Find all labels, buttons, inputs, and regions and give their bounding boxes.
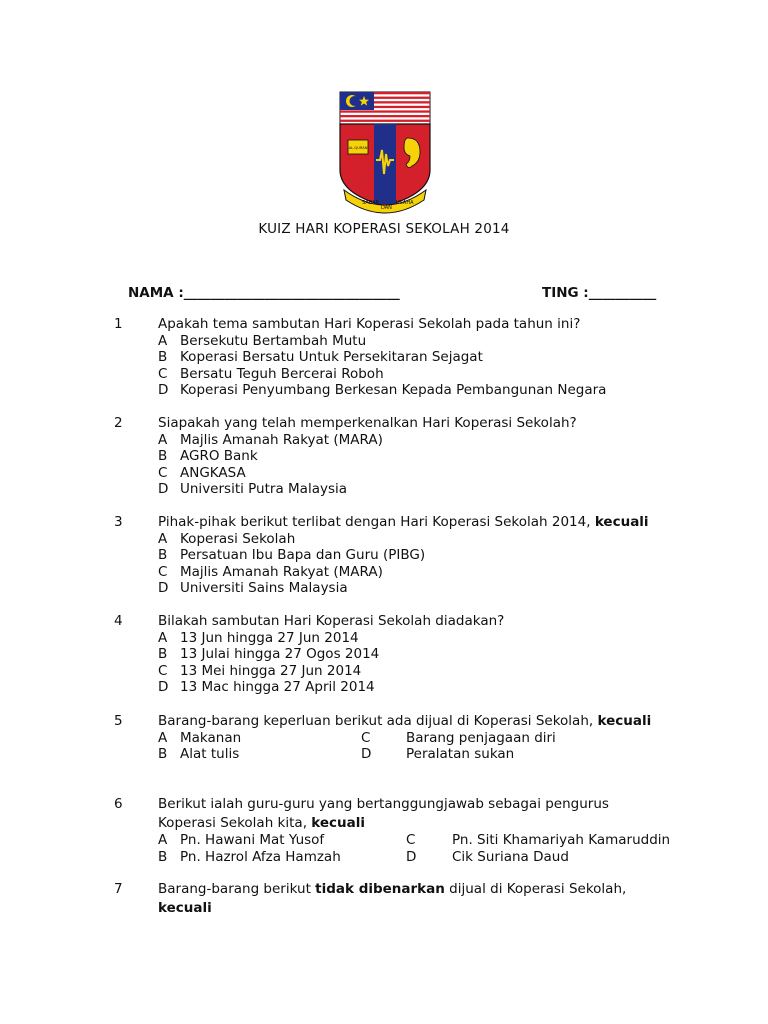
option-b: B xyxy=(158,349,168,365)
question-text: Apakah tema sambutan Hari Koperasi Sekolah pada tahun ini? xyxy=(158,316,581,332)
student-info-row xyxy=(128,285,676,303)
option-c-text: ANGKASA xyxy=(180,465,246,481)
svg-text:SABAR: SABAR xyxy=(362,200,380,206)
option-b: B xyxy=(158,746,168,762)
option-d: D xyxy=(158,580,169,596)
option-c: C xyxy=(158,564,168,580)
option-d: D xyxy=(406,849,417,865)
question-text-line2: Koperasi Sekolah kita, kecuali xyxy=(158,815,366,831)
kecuali-bold: kecuali xyxy=(158,900,212,916)
option-a: A xyxy=(158,432,168,448)
svg-text:AL-QURAN: AL-QURAN xyxy=(348,146,368,150)
option-a: A xyxy=(158,531,168,547)
crest-shield xyxy=(340,124,430,206)
svg-text:USAHA: USAHA xyxy=(396,200,414,206)
question-text: Berikut ialah guru-guru yang bertanggungjawab sebagai pengurus xyxy=(158,796,609,812)
option-b-text: Persatuan Ibu Bapa dan Guru (PIBG) xyxy=(180,547,426,563)
question-text: Siapakah yang telah memperkenalkan Hari Koperasi Sekolah? xyxy=(158,415,577,431)
question-text-line2 xyxy=(158,900,212,916)
option-a: A xyxy=(158,630,168,646)
option-b: B xyxy=(158,448,168,464)
option-b: B xyxy=(158,646,168,662)
option-c: C xyxy=(361,730,371,746)
option-c-text: Pn. Siti Khamariyah Kamaruddin xyxy=(452,832,671,848)
option-a-text: Makanan xyxy=(180,730,242,746)
option-b-text: 13 Julai hingga 27 Ogos 2014 xyxy=(180,646,380,662)
option-d: D xyxy=(361,746,372,762)
option-c: C xyxy=(406,832,416,848)
question-number: 4 xyxy=(114,613,123,629)
option-a-text: 13 Jun hingga 27 Jun 2014 xyxy=(180,630,359,646)
option-d: D xyxy=(158,679,169,695)
option-d: D xyxy=(158,481,169,497)
school-crest xyxy=(338,90,432,218)
option-d: D xyxy=(158,382,169,398)
question-number: 5 xyxy=(114,713,123,729)
option-b-text: Pn. Hazrol Afza Hamzah xyxy=(180,849,341,865)
question-text: Barang-barang keperluan berikut ada dijual di Koperasi Sekolah, kecuali xyxy=(158,713,652,729)
ting-field-label: TING :__________ xyxy=(542,285,657,301)
kecuali-bold: kecuali xyxy=(594,514,649,530)
question-text: Barang-barang berikut tidak dibenarkan dijual di Koperasi Sekolah, xyxy=(158,881,627,897)
question-text: Bilakah sambutan Hari Koperasi Sekolah diadakan? xyxy=(158,613,505,629)
option-a-text: Koperasi Sekolah xyxy=(180,531,296,547)
tidak-dibenarkan-bold: tidak dibenarkan xyxy=(315,881,445,897)
option-c: C xyxy=(158,663,168,679)
question-number: 3 xyxy=(114,514,123,530)
option-d-text: 13 Mac hingga 27 April 2014 xyxy=(180,679,375,695)
svg-text:DAN: DAN xyxy=(381,205,392,211)
option-d-text: Cik Suriana Daud xyxy=(452,849,569,865)
option-a: A xyxy=(158,730,168,746)
option-c-text: Barang penjagaan diri xyxy=(406,730,556,746)
option-a-text: Bersekutu Bertambah Mutu xyxy=(180,333,367,349)
option-a-text: Majlis Amanah Rakyat (MARA) xyxy=(180,432,383,448)
option-d-text: Universiti Putra Malaysia xyxy=(180,481,348,497)
option-d-text: Universiti Sains Malaysia xyxy=(180,580,348,596)
option-d-text: Koperasi Penyumbang Berkesan Kepada Pembangunan Negara xyxy=(180,382,607,398)
question-number: 2 xyxy=(114,415,123,431)
malaysian-flag xyxy=(340,92,430,124)
option-b-text: Koperasi Bersatu Untuk Persekitaran Sejagat xyxy=(180,349,483,365)
option-b-text: AGRO Bank xyxy=(180,448,258,464)
question-number: 6 xyxy=(114,796,123,812)
option-b-text: Alat tulis xyxy=(180,746,240,762)
option-c-text: Majlis Amanah Rakyat (MARA) xyxy=(180,564,383,580)
question-text: Pihak-pihak berikut terlibat dengan Hari Koperasi Sekolah 2014, kecuali xyxy=(158,514,649,530)
kecuali-bold: kecuali xyxy=(311,815,366,831)
name-field-label: NAMA :________________________________ xyxy=(128,285,400,301)
option-c-text: 13 Mei hingga 27 Jun 2014 xyxy=(180,663,362,679)
question-number: 1 xyxy=(114,316,123,332)
option-d-text: Peralatan sukan xyxy=(406,746,515,762)
option-a-text: Pn. Hawani Mat Yusof xyxy=(180,832,325,848)
option-c: C xyxy=(158,366,168,382)
option-b: B xyxy=(158,547,168,563)
question-number: 7 xyxy=(114,881,123,897)
option-a: A xyxy=(158,832,168,848)
option-a: A xyxy=(158,333,168,349)
kecuali-bold: kecuali xyxy=(597,713,652,729)
option-c-text: Bersatu Teguh Bercerai Roboh xyxy=(180,366,384,382)
option-b: B xyxy=(158,849,168,865)
quiz-title: KUIZ HARI KOPERASI SEKOLAH 2014 xyxy=(258,221,510,237)
option-c: C xyxy=(158,465,168,481)
